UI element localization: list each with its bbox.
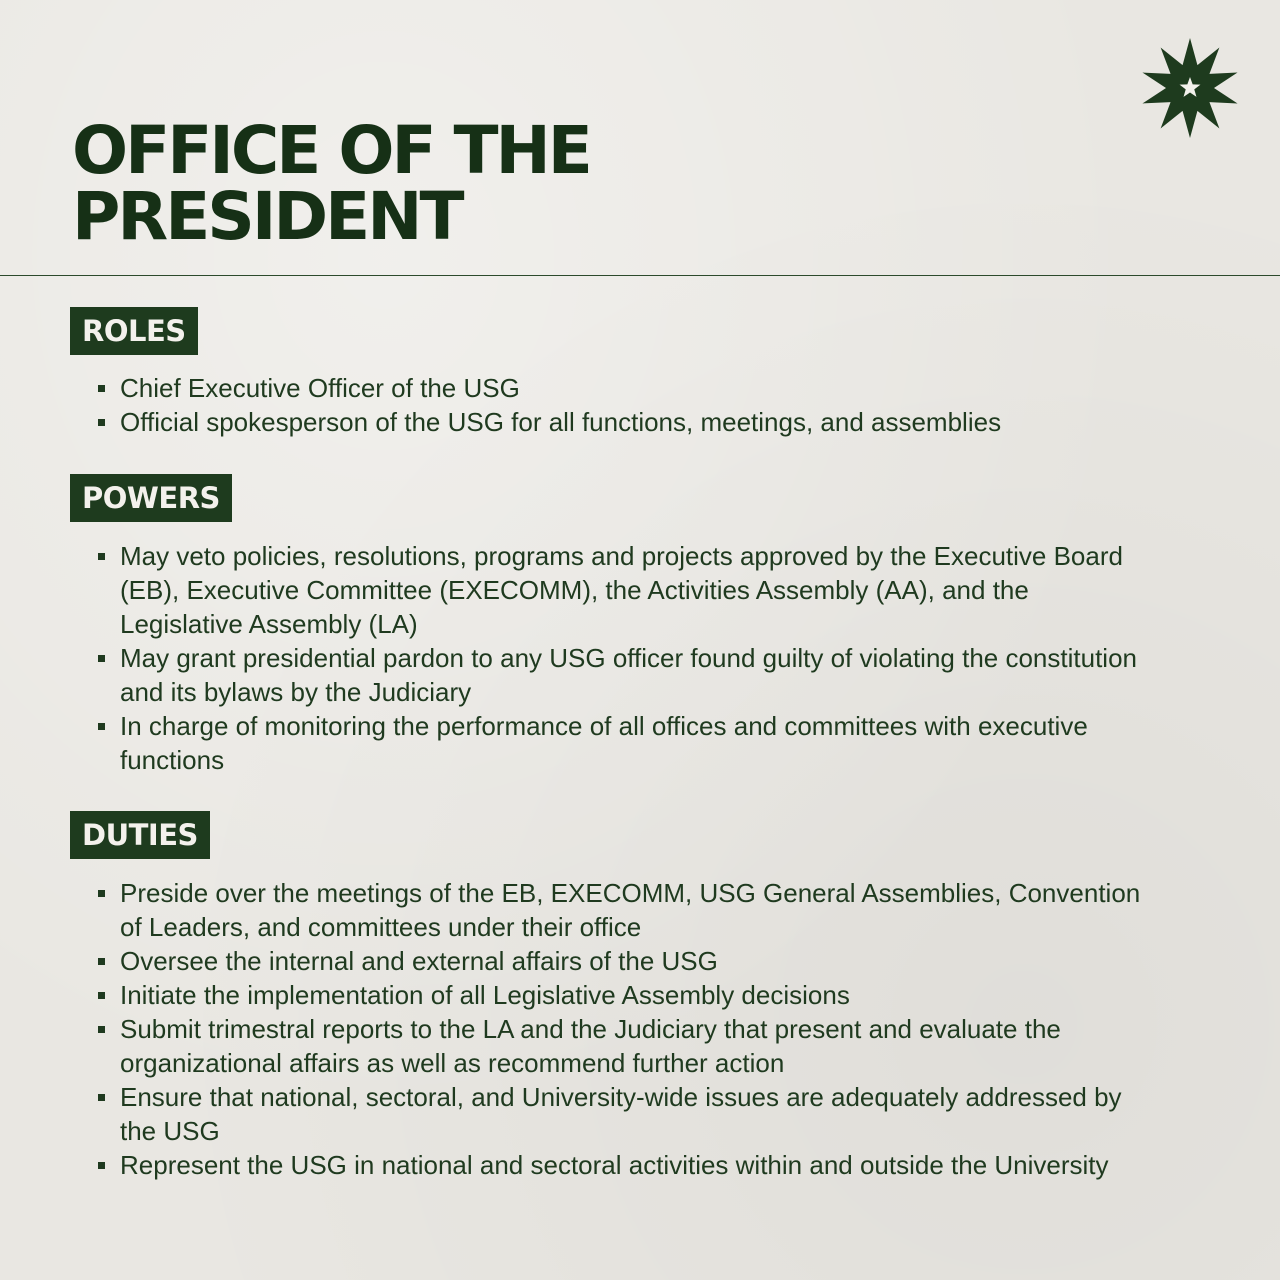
- list-item: Represent the USG in national and sectoral activities within and outside the University: [120, 1148, 1150, 1182]
- section-tag-powers: POWERS: [70, 474, 232, 522]
- list-item: May veto policies, resolutions, programs and projects approved by the Executive Board (EB), Executive Committee (EXECOMM), the Activities Assembly (AA), and the Legislative Assembly (LA): [120, 539, 1150, 641]
- list-item: Initiate the implementation of all Legislative Assembly decisions: [120, 978, 1150, 1012]
- list-item: Ensure that national, sectoral, and University-wide issues are adequately addressed by the USG: [120, 1080, 1150, 1148]
- list-item: In charge of monitoring the performance of all offices and committees with executive functions: [120, 709, 1150, 777]
- powers-list: [120, 539, 1150, 777]
- page-title: [72, 112, 590, 255]
- list-item: May grant presidential pardon to any USG officer found guilty of violating the constitution and its bylaws by the Judiciary: [120, 641, 1150, 709]
- list-item: Chief Executive Officer of the USG: [120, 371, 1150, 405]
- page-title-line-1: OFFICE OF THE: [72, 112, 590, 189]
- list-item: Oversee the internal and external affairs of the USG: [120, 944, 1150, 978]
- roles-list: [120, 371, 1150, 439]
- section-tag-roles: ROLES: [70, 307, 198, 355]
- section-tag-duties: DUTIES: [70, 811, 210, 859]
- list-item: Submit trimestral reports to the LA and the Judiciary that present and evaluate the organizational affairs as well as recommend further action: [120, 1012, 1150, 1080]
- duties-list: [120, 876, 1150, 1182]
- star-burst-emblem-icon: [1138, 38, 1242, 138]
- list-item: Official spokesperson of the USG for all functions, meetings, and assemblies: [120, 405, 1150, 439]
- page-title-line-2: PRESIDENT: [72, 178, 462, 255]
- header-divider: [0, 275, 1280, 276]
- list-item: Preside over the meetings of the EB, EXECOMM, USG General Assemblies, Convention of Leaders, and committees under their office: [120, 876, 1150, 944]
